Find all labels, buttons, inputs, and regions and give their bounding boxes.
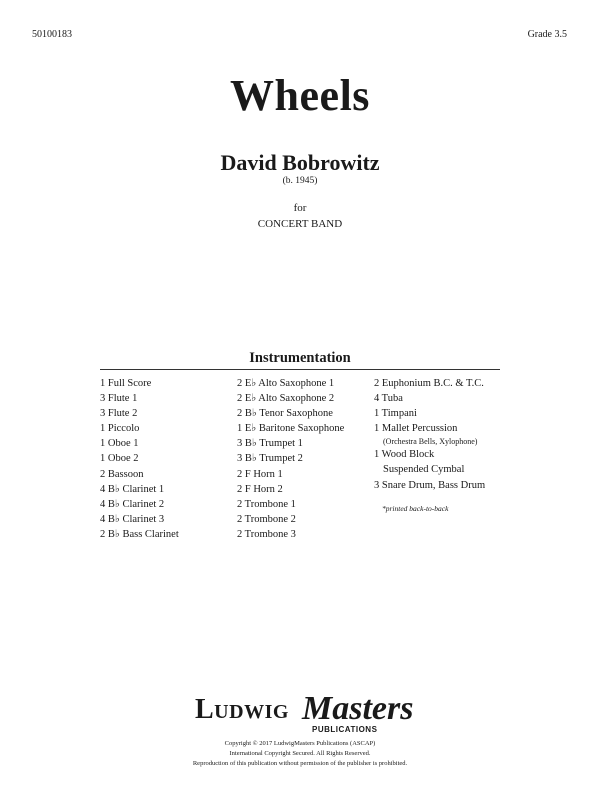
catalog-number: 50100183 [32, 29, 72, 40]
for-label: for [293, 202, 307, 214]
instrumentation-column-3 [374, 376, 509, 515]
copyright-line: Copyright © 2017 LudwigMasters Publications (ASCAP) [224, 740, 376, 747]
part-subline: Suspended Cymbal [383, 464, 465, 476]
part-line: 2 F Horn 2 [237, 483, 283, 495]
part-line: 3 B♭ Trumpet 2 [237, 453, 303, 465]
part-subline: (Orchestra Bells, Xylophone) [383, 437, 478, 447]
part-line: 1 Wood Block [374, 449, 435, 461]
part-line: 4 Tuba [374, 393, 403, 405]
copyright-line: International Copyright Secured. All Rights Reserved. [229, 750, 371, 757]
copyright-line: Reproduction of this publication without permission of the publisher is prohibited. [192, 760, 408, 767]
printing-note: *printed back-to-back [382, 503, 449, 513]
part-line: 2 Euphonium B.C. & T.C. [374, 378, 484, 389]
part-line: 4 B♭ Clarinet 2 [100, 498, 165, 510]
part-line: 1 Oboe 1 [100, 438, 139, 450]
composer-dates: (b. 1945) [282, 176, 318, 186]
part-line: 2 E♭ Alto Saxophone 2 [237, 393, 335, 405]
part-line: 4 B♭ Clarinet 1 [100, 483, 165, 495]
instrumentation-divider [100, 369, 500, 370]
part-line: 1 Timpani [374, 408, 417, 420]
instrumentation-heading: Instrumentation [249, 350, 351, 366]
ensemble-label: CONCERT BAND [257, 218, 343, 230]
part-line: 2 B♭ Tenor Saxophone [237, 408, 333, 420]
part-line: 3 B♭ Trumpet 1 [237, 438, 303, 450]
part-line: 2 F Horn 1 [237, 468, 283, 480]
piece-title: Wheels [230, 71, 370, 120]
part-line: 2 Trombone 2 [237, 513, 296, 525]
part-line: 2 Trombone 3 [237, 528, 296, 540]
part-line: 1 Full Score [100, 378, 152, 389]
part-line: 3 Flute 1 [100, 393, 138, 405]
part-line: 2 Bassoon [100, 468, 144, 480]
part-line: 1 Piccolo [100, 423, 140, 435]
part-line: 1 Mallet Percussion [374, 423, 458, 435]
part-line: 4 B♭ Clarinet 3 [100, 513, 165, 525]
grade-level: Grade 3.5 [527, 29, 567, 40]
composer-name: David Bobrowitz [220, 150, 380, 175]
part-line: 2 B♭ Bass Clarinet [100, 528, 179, 540]
logo-masters-text: Masters [302, 690, 414, 727]
logo-publications-text: PUBLICATIONS [312, 725, 378, 734]
part-line: 3 Flute 2 [100, 408, 138, 420]
part-line: 2 E♭ Alto Saxophone 1 [237, 378, 335, 389]
publisher-logo [195, 690, 414, 738]
part-line: 3 Snare Drum, Bass Drum [374, 479, 486, 491]
instrumentation-column-1 [100, 376, 230, 542]
part-line: 2 Trombone 1 [237, 498, 296, 510]
instrumentation-column-2 [237, 376, 372, 542]
part-line: 1 E♭ Baritone Saxophone [237, 423, 345, 435]
part-line: 1 Oboe 2 [100, 453, 139, 465]
logo-ludwig-text: Ludwig [195, 694, 289, 725]
